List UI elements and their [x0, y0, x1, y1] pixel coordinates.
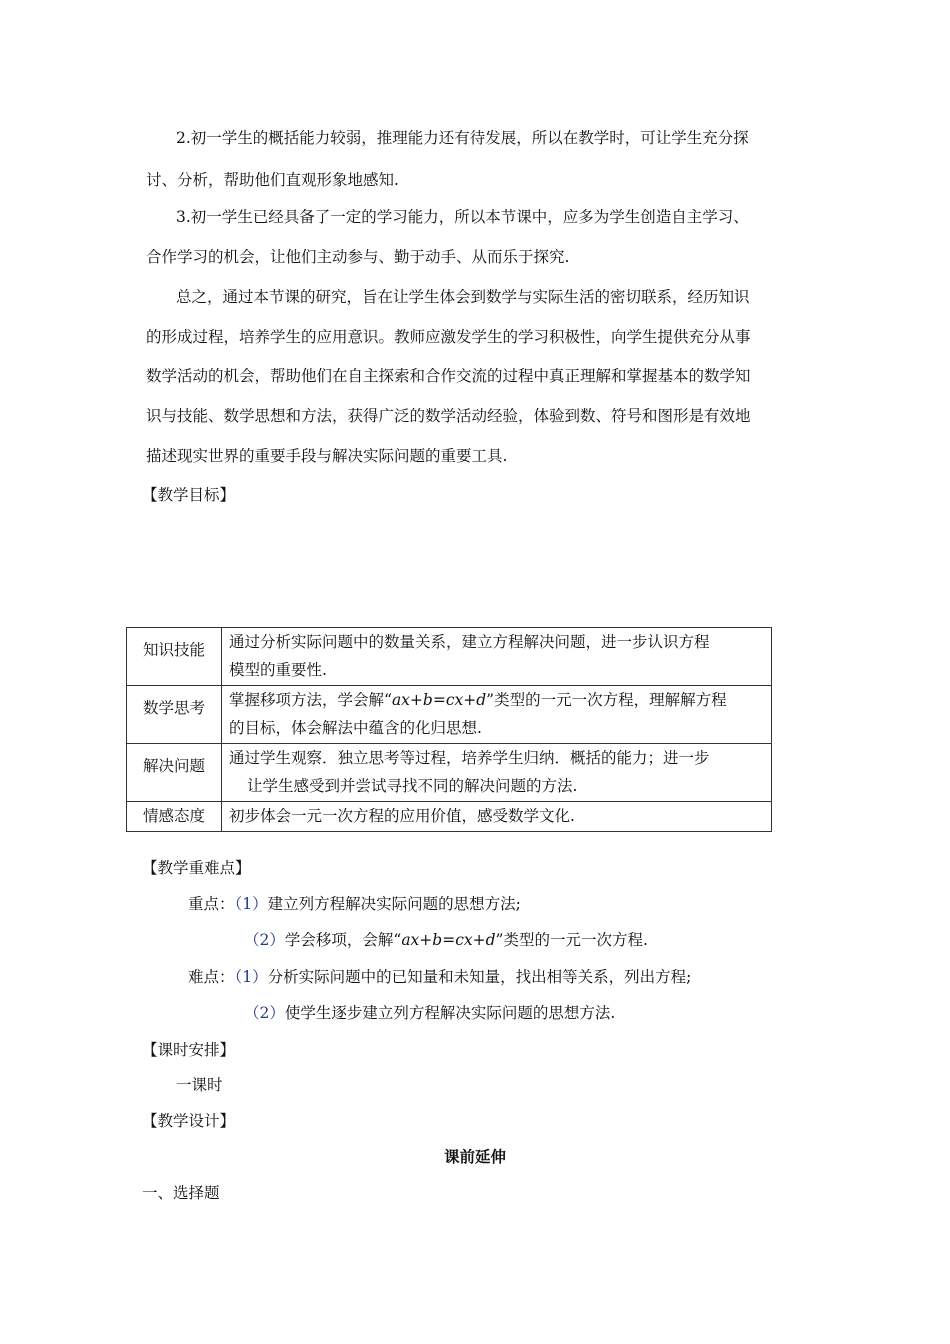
difficulty-label: 难点： — [188, 968, 235, 986]
table-row — [127, 628, 772, 686]
paragraph-line: 2.初一学生的概括能力较弱，推理能力还有待发展，所以在教学时，可让学生充分探 — [176, 129, 749, 147]
paragraph-line: 讨、分析，帮助他们直观形象地感知. — [146, 171, 399, 189]
section-title: 课前延伸 — [443, 1147, 506, 1166]
goal-content — [222, 744, 772, 802]
goal-label: 情感态度 — [127, 802, 222, 832]
goal-text-line: 初步体会一元一次方程的应用价值，感受数学文化. — [229, 807, 575, 825]
subsection-title: 一、选择题 — [142, 1184, 220, 1202]
paragraph-line: 3.初一学生已经具备了一定的学习能力，所以本节课中，应多为学生创造自主学习、 — [176, 208, 749, 226]
paragraph-line: 合作学习的机会，让他们主动参与、勤于动手、从而乐于探究. — [146, 248, 570, 266]
difficulty-line — [188, 967, 691, 987]
item-number: （2） — [244, 931, 285, 949]
difficulty-text: 使学生逐步建立列方程解决实际问题的思想方法. — [284, 1004, 616, 1022]
paragraph-line: 的形成过程，培养学生的应用意识。教师应激发学生的学习积极性，向学生提供充分从事 — [146, 328, 751, 346]
key-text: 学会移项，会解“ — [284, 931, 402, 949]
goal-text-line — [229, 686, 765, 714]
paragraph-line: 总之，通过本节课的研究，旨在让学生体会到数学与实际生活的密切联系，经历知识 — [176, 288, 750, 306]
difficulty-text: 分析实际问题中的已知量和未知量，找出相等关系，列出方程; — [267, 968, 692, 986]
item-number: （1） — [234, 968, 268, 986]
key-point-line — [188, 894, 521, 914]
goal-content — [222, 628, 772, 686]
paragraph-line: 识与技能、数学思想和方法，获得广泛的数学活动经验，体验到数、符号和图形是有效地 — [146, 407, 751, 425]
goals-table — [126, 627, 772, 832]
paragraph-line: 描述现实世界的重要手段与解决实际问题的重要工具. — [146, 447, 508, 465]
key-label: 重点： — [188, 895, 235, 913]
goal-text: 掌握移项方法，学会解“ — [229, 691, 392, 709]
section-heading-design: 【教学设计】 — [142, 1112, 236, 1130]
goal-text-line: 通过学生观察．独立思考等过程，培养学生归纳．概括的能力；进一步 — [229, 749, 710, 767]
key-point-line — [244, 930, 648, 950]
key-text: 建立列方程解决实际问题的思想方法; — [267, 895, 521, 913]
table-row — [127, 744, 772, 802]
table-row — [127, 802, 772, 832]
goal-content — [222, 686, 772, 744]
key-text: ”类型的一元一次方程. — [495, 931, 648, 949]
goal-label: 知识技能 — [127, 628, 222, 686]
item-number: （1） — [234, 895, 268, 913]
goal-content — [222, 802, 772, 832]
goal-text-line: 让学生感受到并尝试寻找不同的解决问题的方法. — [247, 777, 578, 795]
goal-text-line: 的目标，体会解法中蕴含的化归思想. — [229, 719, 482, 737]
paragraph-line: 数学活动的机会，帮助他们在自主探索和合作交流的过程中真正理解和掌握基本的数学知 — [146, 367, 751, 385]
schedule-value: 一课时 — [176, 1076, 223, 1094]
goal-label: 解决问题 — [127, 744, 222, 802]
goal-text-line: 通过分析实际问题中的数量关系，建立方程解决问题，进一步认识方程 — [229, 633, 710, 651]
goal-text: ”类型的一元一次方程，理解解方程 — [486, 691, 727, 709]
difficulty-line — [244, 1003, 615, 1023]
section-heading-keypoints: 【教学重难点】 — [142, 859, 251, 877]
table-row — [127, 686, 772, 744]
formula: ax+b=cx+d — [391, 691, 487, 709]
goal-text-line: 模型的重要性. — [229, 661, 327, 679]
section-heading-goals: 【教学目标】 — [142, 486, 236, 504]
section-heading-schedule: 【课时安排】 — [142, 1041, 236, 1059]
goal-label: 数学思考 — [127, 686, 222, 744]
formula: ax+b=cx+d — [401, 931, 496, 949]
item-number: （2） — [244, 1004, 285, 1022]
